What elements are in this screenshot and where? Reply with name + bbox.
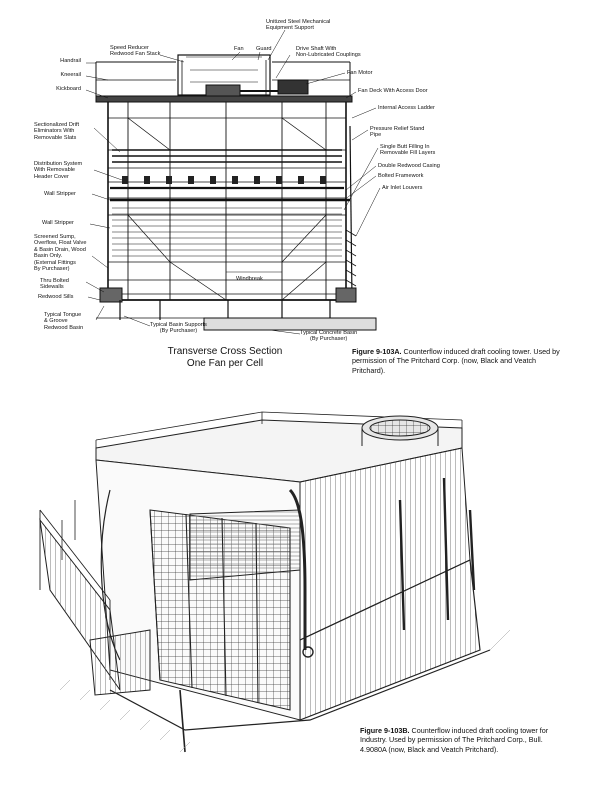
label-access-ladder: Internal Access Ladder	[378, 105, 435, 111]
label-kneerail: Kneerail	[60, 72, 81, 78]
label-bolted-framework: Bolted Framework	[378, 173, 424, 179]
caption-figure-b	[360, 726, 570, 754]
section-title-line2: One Fan per Cell	[186, 358, 264, 369]
label-kickboard: Kickboard	[56, 86, 81, 92]
label-double-casing: Double Redwood Casing	[378, 163, 440, 169]
label-screened-sump: Screened Sump, Overflow, Float Valve & Basin Drain, Wood Basin Only. (External Fittings By Purchaser)	[34, 234, 87, 273]
label-redwood-sills: Redwood Sills	[38, 294, 74, 300]
label-windbreak: Windbreak	[236, 276, 263, 282]
label-concrete-basin: Typical Concrete Basin (By Purchaser)	[300, 330, 358, 343]
label-basin-supports: Typical Basin Supports (By Purchaser)	[150, 322, 207, 335]
label-mechanical-support: Unitized Steel Mechanical Equipment Support	[266, 19, 331, 32]
label-pressure-relief: Pressure Relief Stand Pipe	[370, 126, 425, 139]
figure-a	[0, 0, 599, 390]
label-fan-motor: Fan Motor	[347, 70, 373, 76]
label-air-inlet-louvers: Air Inlet Louvers	[382, 185, 423, 191]
label-speed-reducer: Speed Reducer Redwood Fan Stack	[110, 45, 161, 58]
label-drive-shaft: Drive Shaft With Non-Lubricated Couplings	[296, 46, 361, 59]
caption-figure-a	[352, 347, 567, 375]
label-tongue-groove: Typical Tongue & Groove Redwood Basin	[44, 312, 84, 331]
label-thru-bolted: Thru Bolted Sidewalls	[40, 278, 69, 291]
caption-b-text: Counterflow induced draft cooling tower for Industry. Used by permission of The Pritchard Corp., Bull. 4.9080A (now, Black and Veatch Pritchard).	[360, 726, 549, 754]
fan-deck	[96, 96, 352, 102]
label-guard: Guard	[256, 46, 272, 52]
label-wall-stripper-2: Wall Stripper	[42, 220, 74, 226]
fan-motor	[278, 80, 308, 94]
caption-a-label: Figure 9-103A.	[352, 347, 402, 356]
label-fan-deck: Fan Deck With Access Door	[358, 88, 428, 94]
caption-a-text: Counterflow induced draft cooling tower. Used by permission of The Pritchard Corp. (now, Black and Veatch Pritchard).	[352, 347, 560, 375]
label-distribution-system: Distribution System With Removable Header Cover	[34, 161, 83, 180]
caption-b-label: Figure 9-103B.	[360, 726, 410, 735]
label-single-butt-filling: Single Butt Filling In Removable Fill Layers	[380, 144, 436, 157]
label-handrail: Handrail	[60, 58, 81, 64]
label-drift-eliminators: Sectionalized Drift Eliminators With Removable Slats	[34, 122, 80, 141]
section-title-line1: Transverse Cross Section	[167, 346, 283, 357]
label-fan: Fan	[234, 46, 244, 52]
figure-b	[0, 390, 599, 800]
concrete-basin	[204, 318, 376, 330]
section-title	[160, 346, 290, 370]
label-wall-stripper-1: Wall Stripper	[44, 191, 76, 197]
